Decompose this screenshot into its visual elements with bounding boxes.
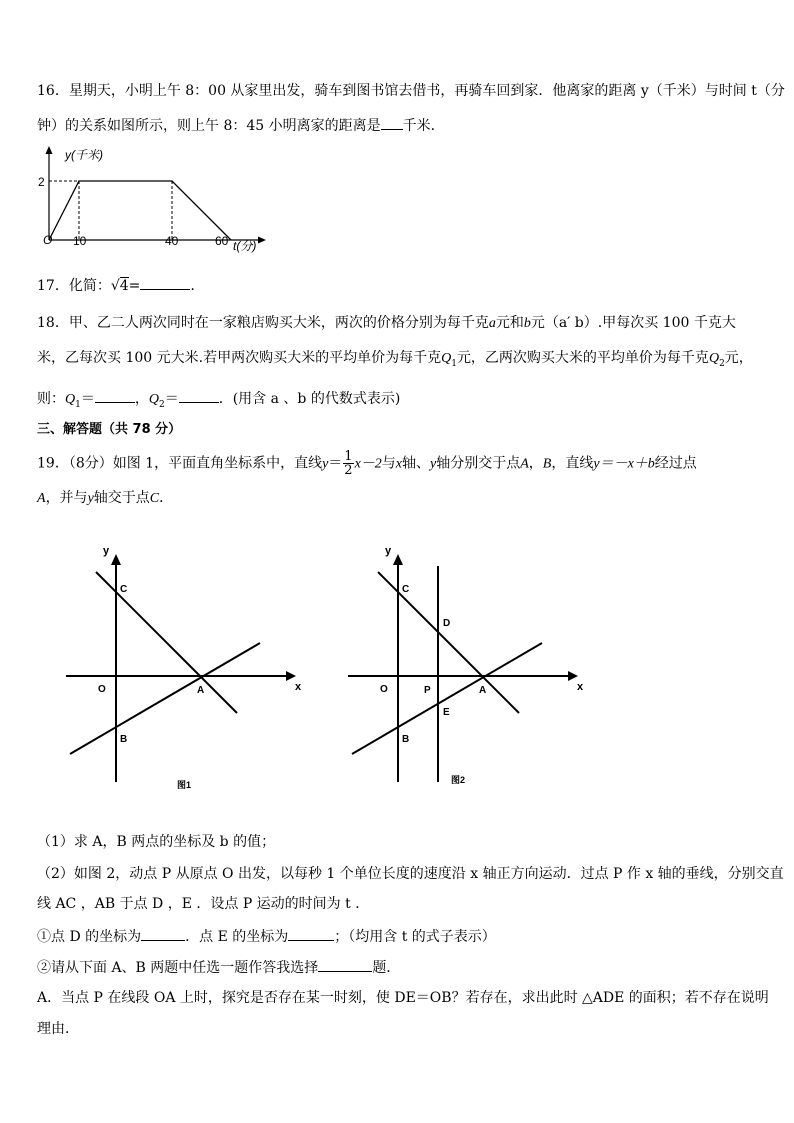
q18-line3-Q1-sub: 1 <box>75 399 81 410</box>
q19-optionA-line1: A．当点 P 在线段 OA 上时，探究是否存在某一时刻，使 DE＝OB？若存在，求出此时 △ADE 的面积；若不存在说明 <box>37 990 769 1006</box>
q19-line2-meet: 轴交于点 <box>93 490 150 506</box>
q19-part2-sub1 <box>37 926 496 947</box>
q16-text-line2-b: 千米． <box>402 118 445 134</box>
q18-line3-Q2-sub: 2 <box>158 399 165 410</box>
q18-var-b: b <box>523 316 531 331</box>
q18-line3-comma: ， <box>134 391 149 407</box>
q19-eq1-fraction <box>343 450 353 477</box>
q18-line1-start: 18．甲、乙二人两次同时在一家粮店购买大米，两次的价格分别为每千克 <box>37 315 489 331</box>
q18-line3-eq1: ＝ <box>80 391 95 407</box>
q17-prefix: 17．化简： <box>37 278 111 294</box>
q19-text-line1 <box>37 450 697 477</box>
q16-y-tick-2: 2 <box>38 175 45 189</box>
q19-eq2: y＝－x＋b <box>593 456 655 472</box>
q16-xlabel: t(分) <box>233 239 257 253</box>
q16-x-tick-60: 60 <box>215 234 229 248</box>
q19-comma: ， <box>528 455 543 472</box>
q18-line2-start: 米，乙每次买 100 元大米.若甲两次购买大米的平均单价为每千克 <box>37 350 442 366</box>
q19-line2-period: ． <box>159 490 174 506</box>
fig1-label-x: x <box>295 681 302 693</box>
q17-radicand: 4 <box>119 278 129 294</box>
section-heading: 三、解答题（共 78 分） <box>37 422 182 437</box>
q18-Q1-sub: 1 <box>451 358 457 369</box>
q19-line2-y: y <box>87 491 94 506</box>
fig2-label-P: P <box>424 685 431 696</box>
q18-text-line2 <box>37 348 753 374</box>
q19-y-var: y <box>430 456 437 472</box>
q18-Q2: Q <box>708 351 720 366</box>
q16-distance-time-graph <box>34 144 274 259</box>
q19-sub1-b: ．点 E 的坐标为 <box>185 929 289 945</box>
q19-figure-1 <box>60 540 310 790</box>
q16-text-line2-a: 钟）的关系如图所示，则上午 8：45 小明离家的距离是 <box>37 118 381 134</box>
q18-line3-start: 则： <box>37 391 65 407</box>
q18-yuan-and: 元和 <box>495 315 524 331</box>
fig1-label-A: A <box>197 685 205 696</box>
q18-Q2-sub: 2 <box>719 358 725 369</box>
q19-sub1-c: ；（均用含 t 的式子表示） <box>334 929 496 945</box>
q19-sub2-a: ②请从下面 A、B 两题中任选一题作答我选择 <box>37 960 319 976</box>
q19-frac-num: 1 <box>344 449 353 464</box>
q19-eq1-equals: ＝ <box>328 455 343 472</box>
fig1-line-AC <box>96 572 237 713</box>
fig2-label-D: D <box>443 618 451 629</box>
fig2-line-AB <box>352 643 542 754</box>
fig1-label-B: B <box>120 734 128 745</box>
q18-text-line3 <box>37 388 400 415</box>
fig2-label-y: y <box>385 545 392 557</box>
q19-part2-sub2 <box>37 957 400 978</box>
q16-answer-blank[interactable] <box>381 115 403 130</box>
q19-choice-blank[interactable] <box>318 957 372 972</box>
fig2-caption: 图2 <box>451 775 466 785</box>
q16-origin-label: O <box>43 233 53 247</box>
q16-text-line1: 16．星期天，小明上午 8：00 从家里出发，骑车到图书馆去借书，再骑车回到家．他离家的距离 y（千米）与时间 t（分 <box>37 83 785 99</box>
q18-line1-end: 元（a′ b）.甲每次买 100 千克大 <box>530 315 736 331</box>
q19-eq1-y: y <box>322 456 329 472</box>
fig2-label-C: C <box>402 584 410 595</box>
q19-line2-C: C <box>149 491 160 506</box>
q19-text-line2 <box>37 488 173 509</box>
q18-Q1: Q <box>441 351 452 366</box>
q19-sub1-a: ①点 D 的坐标为 <box>37 929 142 945</box>
fig1-line-AB <box>70 643 260 754</box>
fig2-line-AC <box>378 572 519 713</box>
fig2-label-E: E <box>443 707 450 718</box>
fig2-label-B: B <box>402 734 410 745</box>
q19-passes-text: 经过点 <box>654 455 697 472</box>
q19-line-text: ，直线 <box>551 455 594 472</box>
q19-point-A: A <box>520 456 529 472</box>
q19-line2-A: A <box>37 491 46 506</box>
q16-ylabel: y(千米) <box>65 148 103 162</box>
fig2-x-axis-arrow <box>568 671 578 681</box>
q19-figure-2 <box>342 540 592 790</box>
q16-y-axis-arrow <box>46 146 53 154</box>
q19-optionA-line2: 理由． <box>37 1021 79 1037</box>
q18-line2-mid: 元，乙两次购买大米的平均单价为每千克 <box>456 350 709 366</box>
q16-x-tick-40: 40 <box>165 234 179 248</box>
q18-text-line1 <box>37 313 736 334</box>
q17-sqrt-symbol: √ <box>110 278 120 294</box>
fig2-label-O: O <box>380 684 388 695</box>
q19-point-B: B <box>542 456 552 472</box>
q19-line1-and: 与 <box>381 455 396 472</box>
q18-line3-end: ．(用含 a 、b 的代数式表示) <box>218 391 401 407</box>
q16-text-line2 <box>37 115 445 136</box>
q16-x-tick-10: 10 <box>73 234 87 248</box>
q19-x-var: x <box>395 456 403 472</box>
q17-text <box>37 275 195 296</box>
fig1-label-C: C <box>120 584 128 595</box>
q18-answer-blank-2[interactable] <box>179 388 219 403</box>
q19-line2-and: ，并与 <box>45 490 88 506</box>
q19-part2-line1: （2）如图 2，动点 P 从原点 O 出发，以每秒 1 个单位长度的速度沿 x 轴正方向运动．过点 P 作 x 轴的垂线，分别交直 <box>37 866 784 882</box>
q17-equals: = <box>128 278 141 294</box>
q18-line2-end: 元， <box>724 350 753 366</box>
fig1-label-y: y <box>103 545 110 557</box>
q19-D-coord-blank[interactable] <box>141 926 185 941</box>
q18-line3-Q2: Q <box>148 392 159 407</box>
q19-sub2-b: 题． <box>372 960 401 976</box>
q19-part2-line2: 线 AC ，AB 于点 D ，E ．设点 P 运动的时间为 t ． <box>37 896 370 912</box>
q19-E-coord-blank[interactable] <box>288 926 334 941</box>
q17-end: . <box>190 278 195 294</box>
fig2-label-A: A <box>479 685 487 696</box>
q19-eq1-rest: x－2 <box>354 456 382 472</box>
fig2-y-axis-arrow <box>393 554 403 565</box>
q19-axis-word1: 轴、 <box>402 455 431 472</box>
q17-answer-blank[interactable] <box>140 275 190 290</box>
fig1-caption: 图1 <box>177 780 192 790</box>
q19-part1: （1）求 A，B 两点的坐标及 b 的值； <box>37 834 276 850</box>
fig1-label-O: O <box>98 684 106 695</box>
fig1-x-axis-arrow <box>286 671 296 681</box>
q18-line3-Q1: Q <box>65 392 76 407</box>
q19-intersect-text: 轴分别交于点 <box>436 455 521 472</box>
q18-line3-eq2: ＝ <box>164 391 179 407</box>
q19-line1-start: 19．（8分）如图 1，平面直角坐标系中，直线 <box>37 455 323 472</box>
q19-frac-den: 2 <box>344 463 353 478</box>
fig1-y-axis-arrow <box>111 554 121 565</box>
q18-var-a: a <box>488 316 496 331</box>
fig2-label-x: x <box>577 681 584 693</box>
q16-x-axis-arrow <box>258 237 266 244</box>
q16-graph-line <box>49 181 231 240</box>
q18-answer-blank-1[interactable] <box>95 388 135 403</box>
